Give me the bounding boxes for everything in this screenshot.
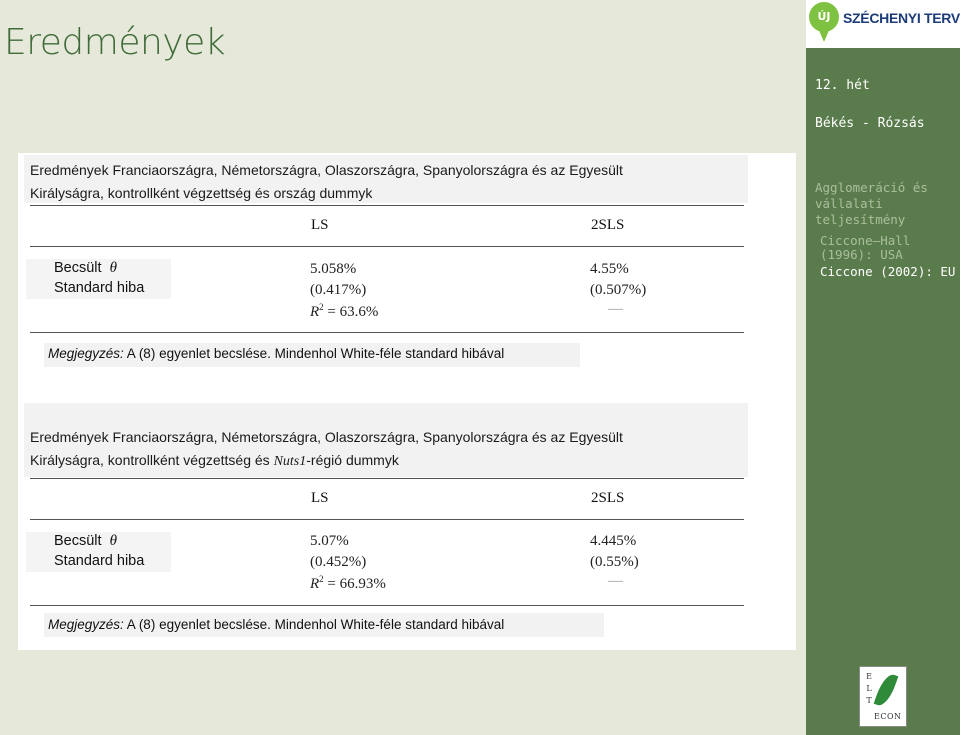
caption-line-2-suffix: ország dummyk — [273, 185, 373, 201]
note-text: A (8) egyenlet becslése. Mindenhol White-féle standard hibával — [123, 617, 505, 632]
slide-title: Eredmények — [4, 22, 226, 63]
ls-standard-error: (0.452%) — [310, 554, 367, 570]
caption-line-2 — [30, 182, 750, 206]
table-header-rule — [30, 246, 744, 247]
table-top-rule — [30, 478, 744, 479]
caption-line-1: Eredmények Franciaországra, Németországra, Olaszországra, Spanyolországra és az Egyesült — [30, 162, 623, 178]
logo-text: SZÉCHENYI TERV — [843, 10, 960, 26]
table-header-rule — [30, 519, 744, 520]
label-estimate: Becsült — [54, 533, 102, 549]
label-estimate: Becsült — [54, 260, 102, 276]
szechenyi-logo — [806, 0, 960, 48]
r-squared-symbol: R — [310, 304, 320, 320]
sidebar-subsection-ciccone-hall[interactable]: Ciccone–Hall (1996): USA — [820, 233, 911, 262]
row-label-standard-error: Standard hiba — [54, 280, 145, 296]
caption-line-2-prefix: Királyságra, kontrollként végzettség és — [30, 452, 274, 468]
caption-line-2-prefix: Királyságra, kontrollként végzettség és — [30, 185, 274, 201]
2sls-r-squared: — — [608, 573, 623, 589]
results-content — [18, 153, 796, 650]
r-squared-value: = 66.93% — [323, 576, 386, 592]
logo-pin-icon — [818, 28, 830, 42]
ls-estimate: 5.07% — [310, 533, 349, 549]
caption-line-2-italic: Nuts1 — [273, 454, 307, 469]
table-note — [48, 346, 504, 361]
sidebar-week[interactable]: 12. hét — [815, 78, 870, 93]
table-note — [48, 617, 504, 632]
elte-econ-text: ECON — [874, 712, 902, 721]
r-squared-exponent: 2 — [319, 302, 324, 312]
row-label-standard-error: Standard hiba — [54, 553, 145, 569]
table-bottom-rule — [30, 605, 744, 606]
sidebar-subsection-ciccone[interactable]: Ciccone (2002): EU — [820, 264, 956, 279]
2sls-standard-error: (0.55%) — [590, 554, 639, 570]
caption-line-1: Eredmények Franciaországra, Németországra, Olaszországra, Spanyolországra és az Egyesült — [30, 429, 623, 445]
row-label-estimate — [54, 260, 117, 277]
2sls-estimate: 4.445% — [590, 533, 637, 549]
elte-letters: E L T — [866, 672, 872, 705]
note-text: A (8) egyenlet becslése. Mindenhol White-féle standard hibával — [123, 346, 505, 361]
table-caption — [30, 159, 750, 206]
results-table-2 — [18, 401, 796, 650]
ls-estimate: 5.058% — [310, 261, 357, 277]
r-squared-symbol: R — [310, 576, 320, 592]
2sls-standard-error: (0.507%) — [590, 282, 647, 298]
row-label-estimate — [54, 533, 117, 550]
ls-r-squared — [310, 574, 386, 593]
elte-econ-logo — [859, 666, 907, 727]
column-header-2sls: 2SLS — [591, 217, 625, 233]
column-header-ls: LS — [311, 490, 329, 506]
caption-line-2-suffix: -régió dummyk — [306, 452, 399, 468]
sidebar-authors[interactable]: Békés - Rózsás — [815, 116, 925, 131]
note-label: Megjegyzés: — [48, 617, 124, 632]
column-header-2sls: 2SLS — [591, 490, 625, 506]
ls-standard-error: (0.417%) — [310, 282, 367, 298]
theta-symbol: θ — [109, 533, 117, 549]
r-squared-value: = 63.6% — [323, 304, 379, 320]
note-label: Megjegyzés: — [48, 346, 124, 361]
2sls-estimate: 4.55% — [590, 261, 629, 277]
table-top-rule — [30, 205, 744, 206]
sidebar-section[interactable]: Agglomeráció és vállalati teljesítmény — [815, 180, 928, 227]
logo-mark: ÚJ — [809, 2, 839, 32]
2sls-r-squared: — — [608, 301, 623, 317]
ls-r-squared — [310, 302, 378, 321]
caption-line-2 — [30, 449, 750, 473]
table-caption — [30, 426, 750, 473]
column-header-ls: LS — [311, 217, 329, 233]
theta-symbol: θ — [109, 260, 117, 276]
r-squared-exponent: 2 — [319, 574, 324, 584]
results-table-1 — [18, 153, 796, 403]
leaf-icon — [874, 672, 899, 709]
table-bottom-rule — [30, 332, 744, 333]
sidebar — [806, 0, 960, 735]
